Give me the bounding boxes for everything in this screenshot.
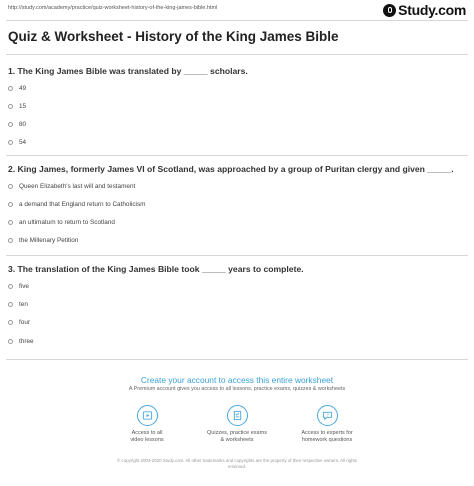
radio-button[interactable]	[8, 184, 13, 189]
answer-option[interactable]	[8, 101, 26, 111]
feature-experts	[272, 405, 382, 445]
feature-label: video lessons	[130, 437, 164, 444]
radio-button[interactable]	[8, 202, 13, 207]
question-3: 3. The translation of the King James Bible took _____ years to complete.	[8, 264, 304, 274]
answer-option[interactable]	[8, 137, 26, 147]
page-title: Quiz & Worksheet - History of the King James Bible	[8, 29, 339, 44]
radio-button[interactable]	[8, 238, 13, 243]
answer-option[interactable]	[8, 299, 28, 309]
option-label: the Millenary Petition	[19, 236, 79, 244]
video-lesson-icon	[137, 405, 158, 426]
quiz-icon	[227, 405, 248, 426]
radio-button[interactable]	[8, 86, 13, 91]
option-label: a demand that England return to Catholicism	[19, 200, 146, 208]
feature-label: homework questions	[301, 437, 353, 444]
answer-option[interactable]	[8, 317, 30, 327]
option-label: four	[19, 318, 31, 326]
question-1: 1. The King James Bible was translated by _____ scholars.	[8, 66, 248, 76]
radio-button[interactable]	[8, 302, 13, 307]
option-label: five	[19, 282, 29, 290]
radio-button[interactable]	[8, 122, 13, 127]
expert-help-icon	[317, 405, 338, 426]
study-logo[interactable]	[383, 2, 466, 18]
answer-option[interactable]	[8, 235, 78, 245]
svg-text:?: ?	[325, 412, 329, 418]
feature-label: Quizzes, practice exams	[207, 430, 267, 436]
feature-label: Access to all	[131, 430, 163, 436]
option-label: an ultimatum to return to Scotland	[19, 218, 115, 226]
question-divider	[6, 255, 468, 256]
option-label: 54	[19, 138, 27, 146]
footer-copyright	[0, 458, 474, 471]
cta-subtitle: A Premium account gives you access to all lessons, practice exams, quizzes & worksheets	[128, 386, 346, 392]
copyright-line: © copyright 2003-2020 Study.com. All other trademarks and copyrights are the property of their respective owners. All rights	[117, 458, 357, 463]
option-label: 49	[19, 84, 27, 92]
radio-button[interactable]	[8, 284, 13, 289]
question-2: 2. King James, formerly James VI of Scotland, was approached by a group of Puritan clergy and given _____.	[8, 164, 454, 174]
option-label: ten	[19, 300, 28, 308]
answer-option[interactable]	[8, 281, 29, 291]
option-label: three	[19, 337, 34, 345]
page-url: http://study.com/academy/practice/quiz-worksheet-history-of-the-king-james-bible.html	[8, 5, 218, 11]
answer-option[interactable]	[8, 336, 34, 346]
cta-divider	[6, 359, 468, 360]
answer-option[interactable]	[8, 217, 115, 227]
question-divider	[6, 155, 468, 156]
header-divider	[6, 20, 468, 21]
option-label: 15	[19, 102, 27, 110]
logo-text: Study.com	[398, 2, 466, 18]
cta-title[interactable]: Create your account to access this entire worksheet	[140, 375, 334, 385]
option-label: Queen Elizabeth's last will and testament	[19, 182, 136, 190]
radio-button[interactable]	[8, 220, 13, 225]
answer-option[interactable]	[8, 181, 135, 191]
feature-label: Access to experts for	[301, 430, 353, 436]
radio-button[interactable]	[8, 339, 13, 344]
answer-option[interactable]	[8, 83, 26, 93]
study-logo-icon	[383, 4, 396, 17]
page-header	[0, 0, 474, 20]
radio-button[interactable]	[8, 140, 13, 145]
title-divider	[6, 54, 468, 55]
copyright-line: reserved.	[227, 464, 247, 470]
answer-option[interactable]	[8, 199, 145, 209]
answer-option[interactable]	[8, 119, 26, 129]
radio-button[interactable]	[8, 320, 13, 325]
feature-label: & worksheets	[220, 437, 254, 444]
radio-button[interactable]	[8, 104, 13, 109]
option-label: 80	[19, 120, 27, 128]
